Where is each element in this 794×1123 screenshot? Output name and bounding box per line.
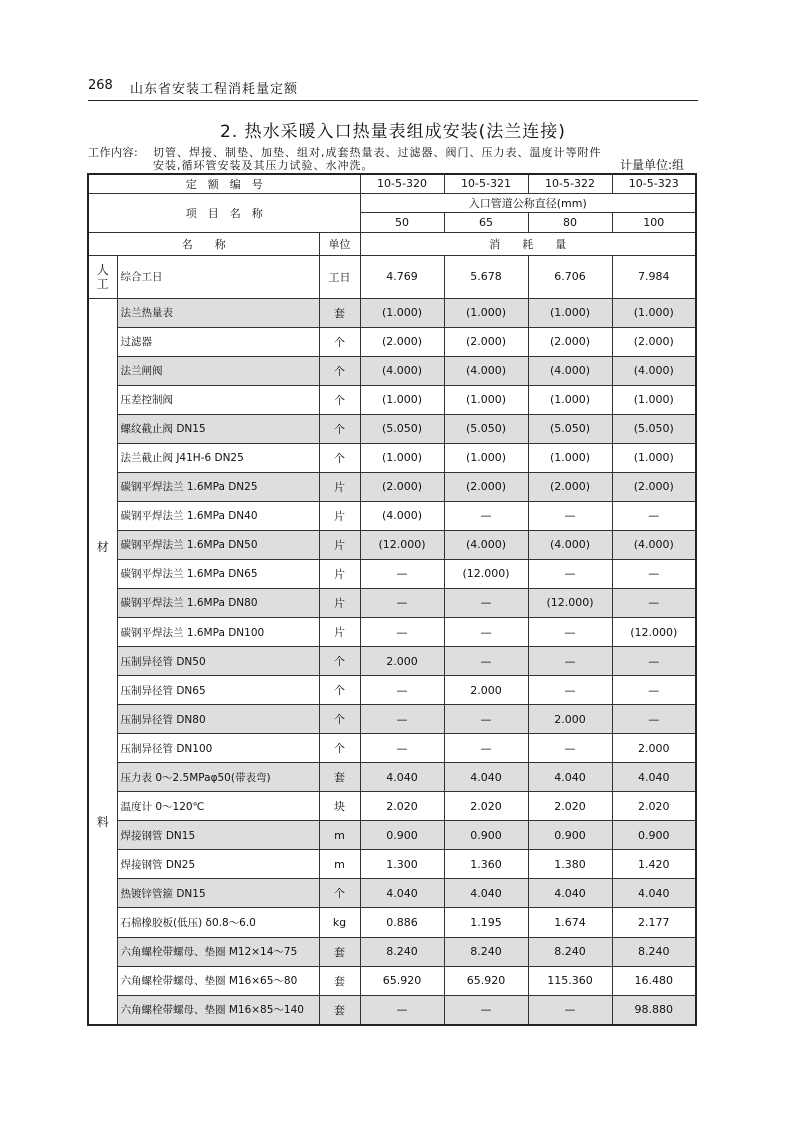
- material-value: 1.360: [444, 850, 528, 879]
- work-content-label: 工作内容:: [88, 146, 139, 159]
- labor-category: [88, 255, 117, 298]
- book-title: 山东省安装工程消耗量定额: [130, 82, 299, 97]
- material-value: (5.050): [444, 414, 528, 443]
- material-name: 碳钢平焊法兰 1.6MPa DN40: [117, 501, 319, 530]
- material-value: 1.420: [612, 850, 696, 879]
- material-value: (1.000): [612, 385, 696, 414]
- material-value: (5.050): [360, 414, 444, 443]
- material-value: 2.000: [528, 705, 612, 734]
- material-unit: m: [319, 850, 360, 879]
- material-value: —: [360, 705, 444, 734]
- labor-name: 综合工日: [117, 255, 319, 298]
- material-row: [88, 530, 696, 559]
- material-value: 1.195: [444, 908, 528, 937]
- material-name: 碳钢平焊法兰 1.6MPa DN100: [117, 618, 319, 647]
- material-value: (12.000): [360, 530, 444, 559]
- material-category-top: 材: [96, 539, 109, 554]
- material-value: —: [444, 734, 528, 763]
- material-value: —: [528, 618, 612, 647]
- material-value: 16.480: [612, 966, 696, 995]
- material-value: —: [360, 618, 444, 647]
- material-value: (1.000): [444, 298, 528, 327]
- quota-code: 10-5-323: [612, 174, 696, 193]
- material-unit: 个: [319, 647, 360, 676]
- item-label: 项 目 名 称: [88, 193, 360, 232]
- diameter-value: 100: [612, 212, 696, 232]
- material-value: —: [444, 501, 528, 530]
- material-unit: 个: [319, 414, 360, 443]
- material-value: —: [360, 559, 444, 588]
- consumption-table: [87, 173, 697, 1026]
- material-row: [88, 792, 696, 821]
- material-value: —: [612, 559, 696, 588]
- material-value: (1.000): [528, 385, 612, 414]
- material-name: 压制异径管 DN100: [117, 734, 319, 763]
- material-name: 六角螺栓带螺母、垫圈 M16×65～80: [117, 966, 319, 995]
- material-unit: 个: [319, 879, 360, 908]
- material-value: 65.920: [360, 966, 444, 995]
- material-name: 压制异径管 DN80: [117, 705, 319, 734]
- material-value: 65.920: [444, 966, 528, 995]
- material-value: 4.040: [360, 763, 444, 792]
- material-value: 1.380: [528, 850, 612, 879]
- material-name: 压差控制阀: [117, 385, 319, 414]
- material-unit: 片: [319, 501, 360, 530]
- material-value: 2.020: [444, 792, 528, 821]
- material-name: 压制异径管 DN50: [117, 647, 319, 676]
- diameter-label-row: [88, 193, 696, 212]
- material-value: —: [360, 995, 444, 1024]
- diameter-label: 入口管道公称直径(mm): [360, 193, 696, 212]
- material-name: 法兰热量表: [117, 298, 319, 327]
- material-unit: 片: [319, 618, 360, 647]
- material-row: [88, 559, 696, 588]
- material-name: 碳钢平焊法兰 1.6MPa DN50: [117, 530, 319, 559]
- quota-code: 10-5-320: [360, 174, 444, 193]
- section-title: 2. 热水采暖入口热量表组成安装(法兰连接): [220, 122, 566, 142]
- material-row: [88, 443, 696, 472]
- material-unit: 套: [319, 763, 360, 792]
- material-value: (4.000): [444, 530, 528, 559]
- material-row: [88, 908, 696, 937]
- material-unit: 个: [319, 734, 360, 763]
- material-unit: 套: [319, 995, 360, 1024]
- material-value: —: [612, 676, 696, 705]
- material-value: 115.360: [528, 966, 612, 995]
- material-value: —: [528, 734, 612, 763]
- diameter-value: 50: [360, 212, 444, 232]
- material-unit: 片: [319, 472, 360, 501]
- labor-value: 4.769: [360, 255, 444, 298]
- material-value: (4.000): [528, 356, 612, 385]
- material-unit: 个: [319, 705, 360, 734]
- material-value: 1.300: [360, 850, 444, 879]
- column-header-row: [88, 232, 696, 255]
- material-value: 8.240: [612, 937, 696, 966]
- quota-code: 10-5-322: [528, 174, 612, 193]
- material-value: —: [528, 647, 612, 676]
- material-value: (1.000): [444, 443, 528, 472]
- material-value: (1.000): [444, 385, 528, 414]
- labor-row: [88, 255, 696, 298]
- material-value: (1.000): [612, 298, 696, 327]
- material-row: [88, 937, 696, 966]
- material-value: 0.900: [612, 821, 696, 850]
- material-name: 碳钢平焊法兰 1.6MPa DN80: [117, 588, 319, 617]
- diameter-value: 65: [444, 212, 528, 232]
- material-name: 焊接钢管 DN15: [117, 821, 319, 850]
- material-value: (12.000): [528, 588, 612, 617]
- material-value: 4.040: [360, 879, 444, 908]
- material-row: [88, 676, 696, 705]
- material-value: (2.000): [360, 327, 444, 356]
- material-value: 8.240: [444, 937, 528, 966]
- material-name: 热镀锌管箍 DN15: [117, 879, 319, 908]
- diameter-value: 80: [528, 212, 612, 232]
- quota-code-row: [88, 174, 696, 193]
- material-value: (2.000): [444, 327, 528, 356]
- material-row: [88, 356, 696, 385]
- material-value: 4.040: [612, 763, 696, 792]
- material-row: [88, 734, 696, 763]
- material-value: (1.000): [360, 385, 444, 414]
- material-name: 过滤器: [117, 327, 319, 356]
- material-value: —: [360, 588, 444, 617]
- material-name: 六角螺栓带螺母、垫圈 M16×85～140: [117, 995, 319, 1024]
- material-value: (2.000): [528, 327, 612, 356]
- material-value: 98.880: [612, 995, 696, 1024]
- material-value: —: [360, 676, 444, 705]
- work-content-line-2: 安装,循环管安装及其压力试验、水冲洗。: [153, 159, 374, 172]
- material-value: —: [444, 647, 528, 676]
- material-row: [88, 850, 696, 879]
- material-value: 0.900: [528, 821, 612, 850]
- material-name: 六角螺栓带螺母、垫圈 M12×14～75: [117, 937, 319, 966]
- material-name: 焊接钢管 DN25: [117, 850, 319, 879]
- material-row: [88, 588, 696, 617]
- quota-code: 10-5-321: [444, 174, 528, 193]
- material-value: —: [612, 588, 696, 617]
- material-row: [88, 995, 696, 1024]
- material-name: 法兰截止阀 J41H-6 DN25: [117, 443, 319, 472]
- material-value: 4.040: [528, 879, 612, 908]
- material-value: (4.000): [444, 356, 528, 385]
- material-row: [88, 385, 696, 414]
- material-row: [88, 327, 696, 356]
- material-value: —: [612, 647, 696, 676]
- material-value: 2.177: [612, 908, 696, 937]
- measurement-unit: 计量单位:组: [619, 158, 684, 172]
- material-value: (4.000): [360, 356, 444, 385]
- material-name: 压力表 0～2.5MPaφ50(带表弯): [117, 763, 319, 792]
- material-value: 2.020: [528, 792, 612, 821]
- material-value: 1.674: [528, 908, 612, 937]
- unit-header: 单位: [319, 232, 360, 255]
- labor-value: 5.678: [444, 255, 528, 298]
- name-header: 名 称: [88, 232, 319, 255]
- material-value: 0.900: [360, 821, 444, 850]
- material-unit: 块: [319, 792, 360, 821]
- material-value: 2.000: [612, 734, 696, 763]
- page-number: 268: [88, 78, 113, 93]
- material-value: (12.000): [612, 618, 696, 647]
- material-row: [88, 618, 696, 647]
- material-category: [88, 298, 117, 1025]
- material-unit: 个: [319, 356, 360, 385]
- material-unit: m: [319, 821, 360, 850]
- material-value: (2.000): [360, 472, 444, 501]
- material-row: [88, 414, 696, 443]
- material-value: (1.000): [528, 298, 612, 327]
- material-value: 4.040: [444, 879, 528, 908]
- material-value: (2.000): [528, 472, 612, 501]
- material-row: [88, 879, 696, 908]
- material-value: (5.050): [528, 414, 612, 443]
- material-value: (4.000): [360, 501, 444, 530]
- material-value: 2.000: [360, 647, 444, 676]
- material-name: 碳钢平焊法兰 1.6MPa DN65: [117, 559, 319, 588]
- material-value: (2.000): [612, 472, 696, 501]
- labor-category-text: 人 工: [96, 262, 109, 291]
- material-value: (1.000): [528, 443, 612, 472]
- labor-value: 6.706: [528, 255, 612, 298]
- material-value: (4.000): [612, 530, 696, 559]
- material-value: —: [612, 501, 696, 530]
- material-value: 2.020: [360, 792, 444, 821]
- material-value: —: [528, 995, 612, 1024]
- material-value: (4.000): [612, 356, 696, 385]
- material-unit: 片: [319, 588, 360, 617]
- material-unit: 套: [319, 966, 360, 995]
- material-row: [88, 821, 696, 850]
- material-value: 4.040: [612, 879, 696, 908]
- material-row: [88, 705, 696, 734]
- material-value: 0.900: [444, 821, 528, 850]
- material-value: —: [528, 501, 612, 530]
- material-value: (4.000): [528, 530, 612, 559]
- material-value: —: [360, 734, 444, 763]
- material-value: 2.000: [444, 676, 528, 705]
- material-value: (1.000): [360, 443, 444, 472]
- labor-unit: 工日: [319, 255, 360, 298]
- material-value: (2.000): [444, 472, 528, 501]
- material-unit: 片: [319, 530, 360, 559]
- material-value: —: [444, 995, 528, 1024]
- material-row: [88, 763, 696, 792]
- material-value: 2.020: [612, 792, 696, 821]
- material-value: (1.000): [360, 298, 444, 327]
- material-value: —: [444, 588, 528, 617]
- material-value: 4.040: [528, 763, 612, 792]
- material-value: 4.040: [444, 763, 528, 792]
- page-header: [88, 72, 698, 101]
- material-value: —: [444, 705, 528, 734]
- material-value: (12.000): [444, 559, 528, 588]
- material-value: 8.240: [528, 937, 612, 966]
- consumption-header: 消 耗 量: [360, 232, 696, 255]
- material-value: (5.050): [612, 414, 696, 443]
- material-row: [88, 472, 696, 501]
- material-name: 温度计 0～120℃: [117, 792, 319, 821]
- material-value: —: [444, 618, 528, 647]
- material-value: 8.240: [360, 937, 444, 966]
- material-unit: 个: [319, 676, 360, 705]
- material-unit: kg: [319, 908, 360, 937]
- material-row: [88, 501, 696, 530]
- work-content-line-1: 切管、焊接、制垫、加垫、组对,成套热量表、过滤器、阀门、压力表、温度计等附件: [153, 146, 602, 159]
- material-row: [88, 966, 696, 995]
- material-name: 石棉橡胶板(低压) δ0.8～6.0: [117, 908, 319, 937]
- material-value: (2.000): [612, 327, 696, 356]
- material-unit: 个: [319, 385, 360, 414]
- material-category-bottom: 料: [96, 814, 109, 829]
- material-name: 螺纹截止阀 DN15: [117, 414, 319, 443]
- material-row: [88, 647, 696, 676]
- material-unit: 片: [319, 559, 360, 588]
- material-unit: 个: [319, 327, 360, 356]
- material-value: —: [528, 559, 612, 588]
- material-name: 法兰闸阀: [117, 356, 319, 385]
- material-name: 碳钢平焊法兰 1.6MPa DN25: [117, 472, 319, 501]
- material-name: 压制异径管 DN65: [117, 676, 319, 705]
- material-value: (1.000): [612, 443, 696, 472]
- material-unit: 套: [319, 298, 360, 327]
- labor-value: 7.984: [612, 255, 696, 298]
- material-value: 0.886: [360, 908, 444, 937]
- material-unit: 套: [319, 937, 360, 966]
- material-row: [88, 298, 696, 327]
- quota-label: 定 额 编 号: [88, 174, 360, 193]
- material-value: —: [612, 705, 696, 734]
- material-value: —: [528, 676, 612, 705]
- material-unit: 个: [319, 443, 360, 472]
